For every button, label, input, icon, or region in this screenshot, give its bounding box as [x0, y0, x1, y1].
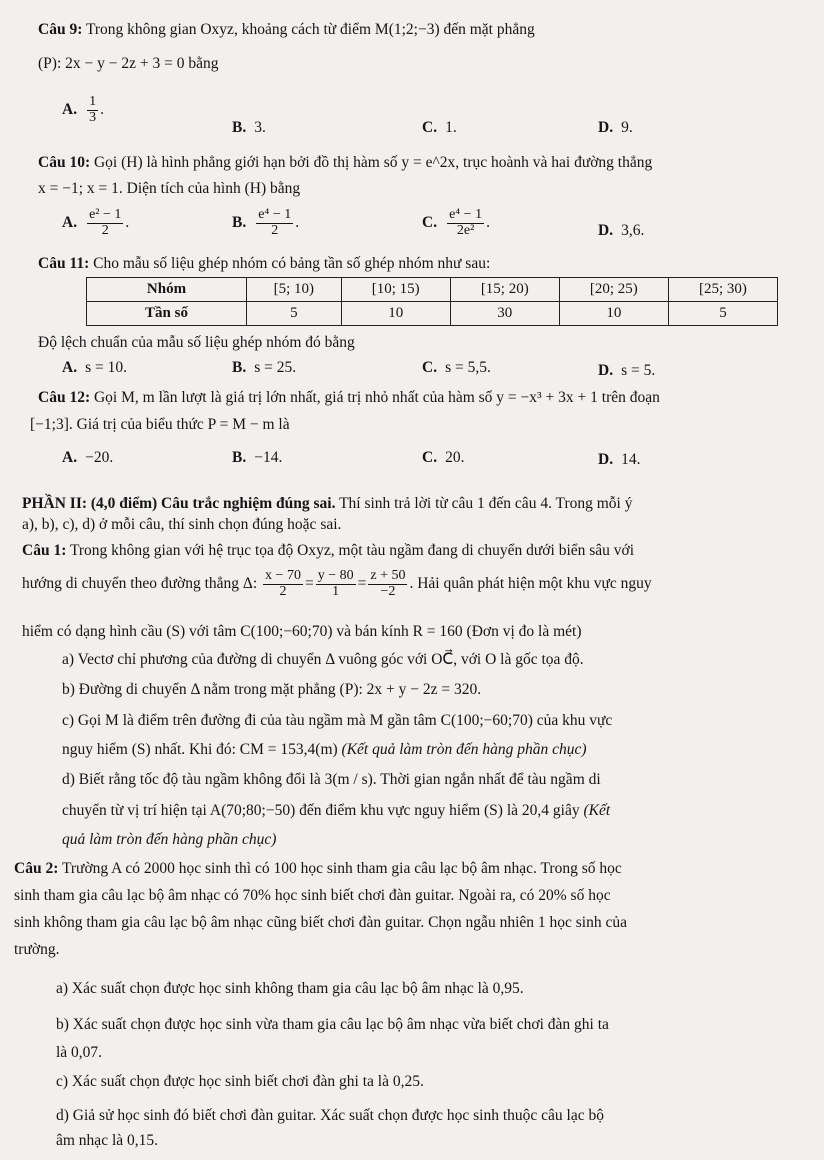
- p2q1-label: Câu 1:: [22, 542, 67, 559]
- p2q1-line2: hướng di chuyển theo đường thẳng Δ: $\frac{x - 70}{2}$ = $\frac{y - 80}{1}$ = $\frac{z + 50}{-2}$ . Hải quân phát hiện một khu vực nguy: [22, 568, 652, 599]
- table-cell: 30: [450, 302, 559, 326]
- q9-option-d[interactable]: D. 9.: [598, 119, 633, 136]
- q11-label: Câu 11:: [38, 255, 90, 272]
- table-cell: 10: [341, 302, 450, 326]
- p2q2-statement-b-cont: là 0,07.: [56, 1044, 103, 1061]
- p2q1-statement-c[interactable]: c) Gọi M là điểm trên đường đi của tàu ngầm mà M gần tâm C(100;−60;70) của khu vực: [62, 712, 613, 729]
- q10-label: Câu 10:: [38, 154, 91, 171]
- p2q2-statement-b[interactable]: b) Xác suất chọn được học sinh vừa tham gia câu lạc bộ âm nhạc vừa biết chơi đàn ghi ta: [56, 1016, 609, 1033]
- table-cell: [15; 20): [450, 278, 559, 302]
- p2q2-line3: sinh không tham gia câu lạc bộ âm nhạc cũng biết chơi đàn guitar. Chọn ngẫu nhiên 1 học sinh của: [14, 914, 627, 931]
- p2q1-statement-d[interactable]: d) Biết rằng tốc độ tàu ngầm không đổi là 3(m / s). Thời gian ngắn nhất để tàu ngầm di: [62, 771, 601, 788]
- p2q1-line3: hiểm có dạng hình cầu (S) với tâm C(100;−60;70) và bán kính R = 160 (Đơn vị đo là mét): [22, 623, 582, 640]
- q12-line2: [−1;3]. Giá trị của biểu thức P = M − m là: [30, 416, 290, 433]
- q11-line1: [38, 254, 490, 273]
- table-cell: [20; 25): [559, 278, 668, 302]
- q11-option-a[interactable]: A. s = 10.: [62, 359, 127, 376]
- p2q1-statement-d-cont: chuyển từ vị trí hiện tại A(70;80;−50) đến điểm khu vực nguy hiểm (S) là 20,4 giây (Kết: [62, 802, 611, 819]
- q9-text1: Trong không gian Oxyz, khoảng cách từ điểm M(1;2;−3) đến mặt phẳng: [85, 21, 535, 38]
- q11-option-b[interactable]: B. s = 25.: [232, 359, 297, 376]
- p2q2-statement-d[interactable]: d) Giả sử học sinh đó biết chơi đàn guitar. Xác suất chọn được học sinh thuộc câu lạc bộ: [56, 1107, 605, 1124]
- q12-option-c[interactable]: C. 20.: [422, 449, 465, 466]
- p2q2-statement-d-cont: âm nhạc là 0,15.: [56, 1132, 159, 1149]
- p2q1-line1: Câu 1: Trong không gian với hệ trục tọa độ Oxyz, một tàu ngầm đang di chuyển dưới biển sâu với: [22, 542, 635, 559]
- q11-line2: Độ lệch chuẩn của mẫu số liệu ghép nhóm đó bằng: [38, 334, 355, 351]
- q12-option-b[interactable]: B. −14.: [232, 449, 283, 466]
- q10-line2: x = −1; x = 1. Diện tích của hình (H) bằng: [38, 180, 301, 197]
- q9-option-a[interactable]: A. $\frac{1}{3}$ .: [62, 94, 104, 125]
- p2q2-statement-c[interactable]: c) Xác suất chọn được học sinh biết chơi đàn ghi ta là 0,25.: [56, 1073, 424, 1090]
- part2-text1: Thí sinh trả lời từ câu 1 đến câu 4. Trong mỗi ý: [339, 495, 633, 512]
- table-header-frequency: Tần số: [87, 302, 247, 326]
- p2q2-statement-a[interactable]: a) Xác suất chọn được học sinh không tham gia câu lạc bộ âm nhạc là 0,95.: [56, 980, 524, 997]
- q11-text1: Cho mẫu số liệu ghép nhóm có bảng tần số ghép nhóm như sau:: [93, 255, 491, 272]
- q9-line1: [38, 20, 535, 39]
- p2q2-line1: Câu 2: Trường A có 2000 học sinh thì có 100 học sinh tham gia câu lạc bộ âm nhạc. Trong số học: [14, 860, 622, 877]
- q9-line2: (P): 2x − y − 2z + 3 = 0 bằng: [38, 55, 219, 72]
- table-header-group: Nhóm: [87, 278, 247, 302]
- q11-option-c[interactable]: C. s = 5,5.: [422, 359, 491, 376]
- line-equation-fraction-y: $\frac{y - 80}{1}$: [317, 568, 354, 599]
- q10-text1: Gọi (H) là hình phẳng giới hạn bởi đồ thị hàm số y = e^2x, trục hoành và hai đường thẳng: [93, 154, 653, 171]
- p2q2-label: Câu 2:: [14, 860, 59, 877]
- part2-title: PHẦN II: (4,0 điểm) Câu trắc nghiệm đúng sai.: [22, 495, 336, 512]
- q12-option-a[interactable]: A. −20.: [62, 449, 114, 466]
- q12-option-d[interactable]: D. 14.: [598, 451, 641, 468]
- p2q1-statement-b[interactable]: b) Đường di chuyển Δ nằm trong mặt phẳng (P): 2x + y − 2z = 320.: [62, 681, 482, 698]
- p2q1-statement-a[interactable]: a) Vectơ chỉ phương của đường di chuyển Δ vuông góc với OC⃗, với O là gốc tọa độ.: [62, 651, 584, 668]
- p2q1-statement-c-cont: nguy hiểm (S) nhất. Khi đó: CM = 153,4(m) (Kết quả làm tròn đến hàng phần chục): [62, 741, 587, 758]
- q10-option-c[interactable]: C. $\frac{\text{e⁴ − 1}}{\text{2e²}}$ .: [422, 207, 490, 238]
- line-equation-fraction-x: $\frac{x - 70}{2}$: [265, 568, 301, 599]
- table-row: [87, 278, 778, 302]
- table-cell: 5: [668, 302, 777, 326]
- q9-label: Câu 9:: [38, 21, 83, 38]
- p2q2-line2: sinh tham gia câu lạc bộ âm nhạc có 70% học sinh biết chơi đàn guitar. Ngoài ra, có 20% số học: [14, 887, 611, 904]
- q10-option-d[interactable]: D. 3,6.: [598, 222, 645, 239]
- part2-text2: a), b), c), d) ở mỗi câu, thí sinh chọn đúng hoặc sai.: [22, 516, 342, 533]
- q10-line1: [38, 153, 652, 172]
- table-cell: 10: [559, 302, 668, 326]
- q9-option-a-fraction: $\frac{1}{3}$: [89, 94, 97, 125]
- q10-option-b[interactable]: B. $\frac{\text{e⁴ − 1}}{2}$ .: [232, 207, 300, 238]
- line-equation-fraction-z: $\frac{z + 50}{-2}$: [370, 568, 406, 599]
- table-cell: [25; 30): [668, 278, 777, 302]
- table-row: [87, 302, 778, 326]
- part2-header: [22, 494, 632, 513]
- q9-option-b[interactable]: B. 3.: [232, 119, 266, 136]
- table-cell: 5: [247, 302, 342, 326]
- q12-text1: Gọi M, m lần lượt là giá trị lớn nhất, giá trị nhỏ nhất của hàm số y = −x³ + 3x + 1 trên đoạn: [93, 389, 660, 406]
- table-cell: [10; 15): [341, 278, 450, 302]
- q11-option-d[interactable]: D. s = 5.: [598, 362, 656, 379]
- frequency-table: [86, 277, 778, 326]
- q12-label: Câu 12:: [38, 389, 91, 406]
- p2q2-line4: trường.: [14, 941, 60, 958]
- table-cell: [5; 10): [247, 278, 342, 302]
- q9-option-c[interactable]: C. 1.: [422, 119, 457, 136]
- q10-option-a[interactable]: A. $\frac{\text{e² − 1}}{2}$ .: [62, 207, 130, 238]
- p2q1-statement-d-end: quả làm tròn đến hàng phần chục): [62, 831, 277, 848]
- q12-line1: [38, 388, 660, 407]
